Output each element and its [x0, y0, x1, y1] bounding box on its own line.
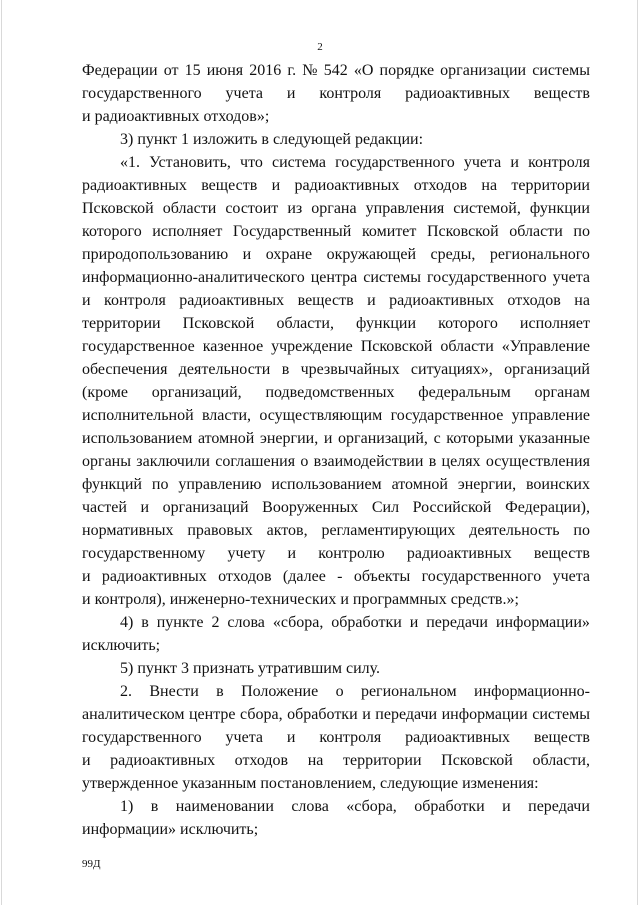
word: среды,	[430, 246, 476, 263]
word: веществ	[297, 292, 354, 309]
word: области,	[532, 752, 590, 769]
word: и	[502, 798, 511, 815]
text-line	[82, 197, 590, 220]
word: органы	[82, 453, 131, 470]
word: и	[82, 568, 91, 585]
word: в	[141, 614, 149, 631]
word: на	[574, 292, 590, 309]
word: ситуациях»,	[410, 361, 493, 378]
word: Сил	[371, 499, 400, 516]
word: организаций	[504, 361, 590, 378]
word: нормативных	[82, 522, 174, 539]
word: обработки	[414, 798, 485, 815]
word: состоит	[225, 200, 279, 217]
word: организаций,	[151, 384, 242, 401]
word: слова	[227, 614, 265, 631]
word: регионального	[489, 246, 590, 263]
word: осуществления	[485, 453, 590, 470]
word: подведомственных	[265, 384, 395, 401]
text-line	[82, 404, 590, 427]
word: учета	[552, 568, 590, 585]
text-line	[82, 519, 590, 542]
word: «сбора,	[272, 614, 324, 631]
word: использованием	[271, 476, 382, 493]
text-line	[82, 565, 590, 588]
word: №	[302, 62, 318, 79]
text-line: и радиоактивных отходов»;	[82, 108, 270, 125]
page-number: 2	[317, 41, 323, 53]
word: контроля	[528, 154, 590, 171]
text-line	[82, 381, 590, 404]
text-line	[82, 473, 590, 496]
word: «О	[353, 62, 374, 79]
word: и	[242, 246, 252, 263]
word: которого	[438, 315, 498, 332]
word: (кроме	[82, 384, 129, 401]
word: энергии,	[457, 476, 517, 493]
word: государственного	[421, 568, 542, 585]
text-line	[82, 450, 590, 473]
word: порядке	[379, 62, 435, 79]
word: 15	[184, 62, 201, 79]
word: Вооруженных	[262, 499, 359, 516]
word: территории	[342, 752, 422, 769]
word: деятельности	[178, 361, 271, 378]
word: и	[362, 706, 371, 723]
word: федеральным	[418, 384, 511, 401]
text-line	[82, 220, 590, 243]
word: области	[162, 200, 217, 217]
text-line	[82, 59, 590, 82]
text-line	[82, 427, 590, 450]
word: отходов	[413, 177, 468, 194]
word: Псковской	[182, 315, 255, 332]
text-line	[82, 289, 590, 312]
text-line	[82, 542, 590, 565]
word: обеспечения	[82, 361, 168, 378]
word: июня	[206, 62, 244, 79]
text-line	[82, 611, 590, 634]
word: функций	[82, 476, 142, 493]
word: по	[573, 223, 590, 240]
word: «1.	[120, 154, 140, 171]
word: и	[82, 752, 91, 769]
text-line	[82, 680, 590, 703]
word: в	[216, 683, 224, 700]
word: веществ	[533, 545, 590, 562]
text-line	[82, 749, 590, 772]
text-line	[82, 358, 590, 381]
word: государственного	[335, 154, 455, 171]
word: на	[481, 177, 498, 194]
word: исполняет	[152, 223, 223, 240]
word: функции	[356, 315, 417, 332]
word: указанные	[518, 430, 590, 447]
word: системы	[532, 62, 590, 79]
word: Федерации),	[505, 499, 590, 516]
word: и	[82, 292, 91, 309]
word: управлению	[178, 476, 262, 493]
text-line	[82, 151, 590, 174]
word: отходов	[507, 292, 561, 309]
text-line: и контроля), инженерно-технических и программных средств.»;	[82, 591, 519, 608]
word: правовых	[187, 522, 253, 539]
word: исполняет	[519, 315, 590, 332]
word: передачи	[426, 614, 488, 631]
word: атомной	[391, 476, 448, 493]
word: использованием	[82, 430, 193, 447]
text-line	[82, 82, 590, 105]
word: что	[240, 154, 263, 171]
word: веществ	[533, 85, 590, 102]
word: контроля	[104, 292, 166, 309]
word: учета	[225, 729, 263, 746]
word: управление	[511, 407, 590, 424]
word: от	[163, 62, 179, 79]
text-line	[82, 496, 590, 519]
word: на	[307, 752, 324, 769]
word: система	[271, 154, 326, 171]
word: области	[440, 338, 494, 355]
word: организации	[440, 62, 527, 79]
word: комитет	[361, 223, 417, 240]
word: о	[300, 453, 309, 470]
text-line: 5) пункт 3 признать утратившим силу.	[120, 660, 381, 677]
word: воинских	[525, 476, 590, 493]
word: и	[409, 614, 419, 631]
word: контроля	[319, 85, 382, 102]
word: учета	[225, 85, 263, 102]
word: учреждение	[271, 338, 353, 355]
word: Внести	[149, 683, 199, 700]
word: которого	[82, 223, 142, 240]
text-line	[82, 335, 590, 358]
word: радиоактивных	[82, 177, 187, 194]
word: 2016	[249, 62, 282, 79]
word: информационно-	[474, 683, 590, 700]
word: и	[140, 499, 150, 516]
word: учета	[463, 154, 502, 171]
word: 2.	[120, 683, 132, 700]
scan-edge-right	[637, 0, 638, 905]
scan-edge-left	[1, 0, 2, 905]
word: обработки	[287, 706, 358, 723]
word: энергии,	[260, 430, 319, 447]
word: организаций	[162, 499, 249, 516]
word: отходов	[218, 568, 272, 585]
word: Государственный	[232, 223, 352, 240]
word: регламентирующих	[321, 522, 456, 539]
word: передачи	[375, 706, 438, 723]
word: Псковской	[82, 200, 154, 217]
word: казенное	[202, 338, 264, 355]
word: в	[281, 361, 290, 378]
word: актов,	[266, 522, 308, 539]
word: и	[323, 430, 333, 447]
word: системой,	[453, 200, 521, 217]
word: государственному	[82, 545, 206, 562]
word: управления	[365, 200, 445, 217]
word: информации	[441, 706, 528, 723]
word: «сбора,	[346, 798, 397, 815]
word: веществ	[201, 177, 258, 194]
word: территории	[82, 315, 161, 332]
word: государственного	[82, 729, 202, 746]
word: частей	[82, 499, 127, 516]
document-code: 99Д	[82, 858, 101, 870]
word: учету	[227, 545, 266, 562]
text-line	[82, 703, 590, 726]
word: 542	[323, 62, 348, 79]
word: пункте	[156, 614, 204, 631]
text-line	[82, 726, 590, 749]
word: чрезвычайных	[300, 361, 400, 378]
word: Псковской	[441, 752, 513, 769]
word: деятельность	[469, 522, 560, 539]
word: области,	[276, 315, 334, 332]
word: осуществляющим	[259, 407, 383, 424]
word: радиоактивных	[101, 568, 207, 585]
word: и	[287, 545, 297, 562]
word: природопользованию	[82, 246, 229, 263]
word: Установить,	[149, 154, 231, 171]
word: региональном	[360, 683, 457, 700]
word: атомной	[197, 430, 255, 447]
word: заключили	[136, 453, 210, 470]
word: передачи	[528, 798, 590, 815]
word: информационно-аналитического	[82, 269, 305, 286]
word: организаций,	[338, 430, 428, 447]
word: отходов	[234, 752, 289, 769]
word: системы	[532, 706, 590, 723]
word: обработки	[331, 614, 402, 631]
word: и	[271, 177, 281, 194]
text-line: информации» исключить;	[82, 821, 259, 838]
word: учета	[552, 269, 590, 286]
document-body	[82, 59, 590, 841]
word: органа	[311, 200, 357, 217]
word: которыми	[446, 430, 514, 447]
word: 4)	[120, 614, 134, 631]
word: целях	[441, 453, 481, 470]
word: контролю	[318, 545, 385, 562]
word: государственного	[426, 269, 547, 286]
word: центра	[310, 269, 358, 286]
word: г.	[287, 62, 297, 79]
text-line	[82, 243, 590, 266]
text-line: 3) пункт 1 изложить в следующей редакции:	[120, 131, 424, 148]
word: государственного	[82, 85, 202, 102]
word: области	[509, 223, 563, 240]
word: власти,	[201, 407, 252, 424]
word: государственное	[390, 407, 504, 424]
word: Положение	[241, 683, 319, 700]
word: Российской	[412, 499, 492, 516]
word: в	[150, 798, 159, 815]
word: и	[286, 85, 296, 102]
text-line	[82, 795, 590, 818]
word: по	[151, 476, 169, 493]
word: по	[573, 522, 590, 539]
word: и	[510, 154, 519, 171]
word: радиоактивных	[110, 752, 216, 769]
word: аналитическом	[82, 706, 185, 723]
word: с	[433, 430, 441, 447]
word: Псковской	[360, 338, 433, 355]
word: о	[335, 683, 344, 700]
word: радиоактивных	[405, 729, 510, 746]
word: Федерации	[82, 62, 158, 79]
text-line	[82, 266, 590, 289]
word: взаимодействии	[313, 453, 424, 470]
word: окружающей	[326, 246, 417, 263]
word: слова	[291, 798, 329, 815]
text-line: исключить;	[82, 637, 161, 654]
word: радиоактивных	[405, 85, 510, 102]
word: 2	[211, 614, 220, 631]
word: территории	[511, 177, 590, 194]
word: информации»	[495, 614, 590, 631]
word: (далее	[282, 568, 326, 585]
word: и	[367, 292, 376, 309]
word: наименовании	[175, 798, 274, 815]
word: охране	[265, 246, 313, 263]
word: и	[286, 729, 296, 746]
word: сбора,	[240, 706, 283, 723]
word: органам	[534, 384, 590, 401]
text-line	[82, 174, 590, 197]
word: радиоактивных	[179, 292, 285, 309]
word: радиоактивных	[406, 545, 512, 562]
word: 1)	[120, 798, 134, 815]
text-line	[82, 312, 590, 335]
text-line: утвержденное указанным постановлением, следующие изменения:	[82, 775, 539, 792]
word: Псковской	[427, 223, 499, 240]
word: соглашения	[215, 453, 296, 470]
word: «Управление	[501, 338, 590, 355]
word: радиоактивных	[389, 292, 494, 309]
word: веществ	[533, 729, 590, 746]
word: объекты	[353, 568, 411, 585]
word: -	[337, 568, 343, 585]
word: из	[287, 200, 303, 217]
word: в	[428, 453, 437, 470]
word: центре	[188, 706, 236, 723]
word: контроля	[319, 729, 382, 746]
word: государственное	[82, 338, 195, 355]
word: радиоактивных	[294, 177, 400, 194]
word: исполнительной	[82, 407, 194, 424]
word: системы	[363, 269, 421, 286]
word: функции	[529, 200, 590, 217]
